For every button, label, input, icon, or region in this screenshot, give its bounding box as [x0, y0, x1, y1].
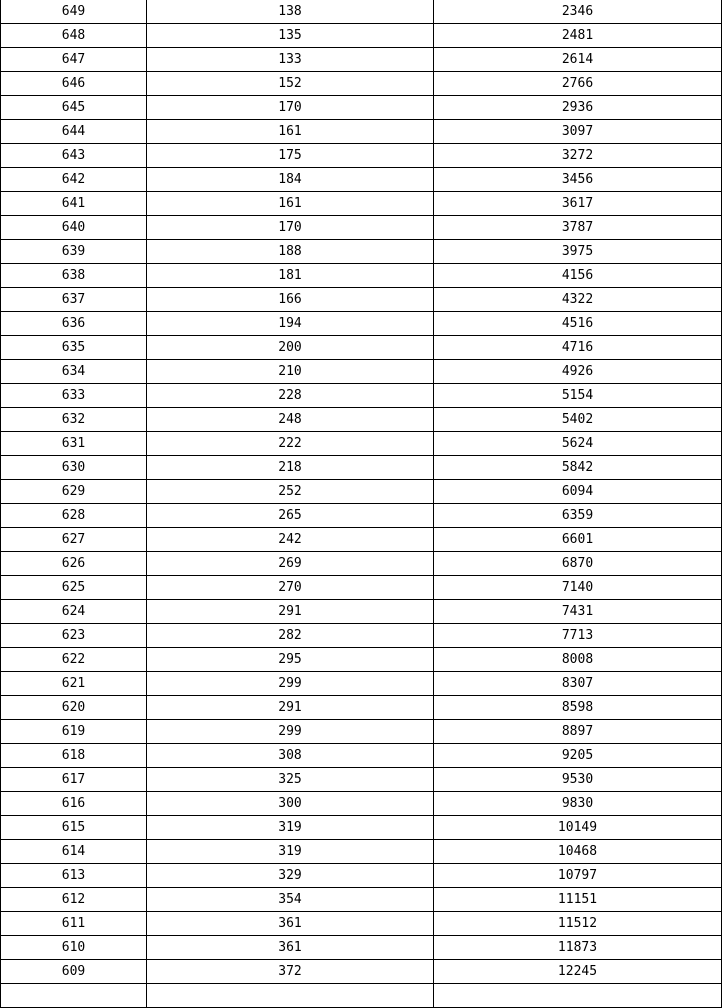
- count-cell: 282: [147, 624, 434, 648]
- cumulative-cell: 3097: [434, 120, 722, 144]
- score-cell: 623: [1, 624, 147, 648]
- table-row: [1, 984, 722, 1008]
- cumulative-cell: 7140: [434, 576, 722, 600]
- cumulative-cell: 6870: [434, 552, 722, 576]
- count-cell: 291: [147, 600, 434, 624]
- score-cell: 629: [1, 480, 147, 504]
- cumulative-cell: 2766: [434, 72, 722, 96]
- score-cell: 645: [1, 96, 147, 120]
- table-row: [1, 840, 722, 864]
- cumulative-cell: 3272: [434, 144, 722, 168]
- cumulative-cell: 3617: [434, 192, 722, 216]
- cumulative-cell: 5624: [434, 432, 722, 456]
- count-cell: 194: [147, 312, 434, 336]
- count-cell: 222: [147, 432, 434, 456]
- count-cell: 361: [147, 936, 434, 960]
- count-cell: 200: [147, 336, 434, 360]
- table-row: [1, 144, 722, 168]
- table-row: [1, 48, 722, 72]
- cumulative-cell: 2481: [434, 24, 722, 48]
- table-row: [1, 912, 722, 936]
- score-cell: 615: [1, 816, 147, 840]
- count-cell: 269: [147, 552, 434, 576]
- count-cell: 325: [147, 768, 434, 792]
- count-cell: 184: [147, 168, 434, 192]
- cumulative-cell: 4322: [434, 288, 722, 312]
- cumulative-cell: 3787: [434, 216, 722, 240]
- count-cell: 308: [147, 744, 434, 768]
- count-cell: 161: [147, 120, 434, 144]
- cumulative-cell: 8598: [434, 696, 722, 720]
- score-cell: 618: [1, 744, 147, 768]
- count-cell: 252: [147, 480, 434, 504]
- count-cell: 319: [147, 840, 434, 864]
- table-row: [1, 0, 722, 24]
- cumulative-cell: 3456: [434, 168, 722, 192]
- score-cell: 643: [1, 144, 147, 168]
- cumulative-cell: 9205: [434, 744, 722, 768]
- table-row: [1, 192, 722, 216]
- cumulative-cell: 5402: [434, 408, 722, 432]
- cumulative-cell: 4716: [434, 336, 722, 360]
- count-cell: 210: [147, 360, 434, 384]
- score-cell: 619: [1, 720, 147, 744]
- table-row: [1, 384, 722, 408]
- score-cell: 621: [1, 672, 147, 696]
- score-cell: 635: [1, 336, 147, 360]
- count-cell: 218: [147, 456, 434, 480]
- count-cell: 170: [147, 96, 434, 120]
- count-cell: 295: [147, 648, 434, 672]
- count-cell: 152: [147, 72, 434, 96]
- table-row: [1, 936, 722, 960]
- cumulative-cell: 12245: [434, 960, 722, 984]
- score-cell: 614: [1, 840, 147, 864]
- score-cell: 626: [1, 552, 147, 576]
- cumulative-cell: 2346: [434, 0, 722, 24]
- cumulative-cell: 8008: [434, 648, 722, 672]
- score-cell: 632: [1, 408, 147, 432]
- score-cell: 644: [1, 120, 147, 144]
- cumulative-cell: 9830: [434, 792, 722, 816]
- table-row: [1, 240, 722, 264]
- count-cell: 175: [147, 144, 434, 168]
- count-cell: 133: [147, 48, 434, 72]
- table-row: [1, 168, 722, 192]
- cumulative-cell: 10149: [434, 816, 722, 840]
- cumulative-cell: 4156: [434, 264, 722, 288]
- count-cell: 248: [147, 408, 434, 432]
- count-cell: 138: [147, 0, 434, 24]
- table-row: [1, 72, 722, 96]
- table-row: [1, 456, 722, 480]
- cumulative-cell: 4516: [434, 312, 722, 336]
- cumulative-cell: 11151: [434, 888, 722, 912]
- cumulative-cell: [434, 984, 722, 1008]
- count-cell: 161: [147, 192, 434, 216]
- table-row: [1, 648, 722, 672]
- score-cell: 617: [1, 768, 147, 792]
- table-row: [1, 480, 722, 504]
- table-row: [1, 888, 722, 912]
- score-cell: 636: [1, 312, 147, 336]
- table-row: [1, 336, 722, 360]
- cumulative-cell: 2936: [434, 96, 722, 120]
- table-body: [1, 0, 722, 1008]
- count-cell: 354: [147, 888, 434, 912]
- score-cell: 641: [1, 192, 147, 216]
- score-cell: 639: [1, 240, 147, 264]
- score-cell: 634: [1, 360, 147, 384]
- count-cell: 181: [147, 264, 434, 288]
- table-row: [1, 672, 722, 696]
- table-row: [1, 744, 722, 768]
- score-cell: 609: [1, 960, 147, 984]
- table-row: [1, 360, 722, 384]
- table-row: [1, 24, 722, 48]
- table-row: [1, 552, 722, 576]
- table-row: [1, 96, 722, 120]
- table-row: [1, 696, 722, 720]
- count-cell: 291: [147, 696, 434, 720]
- count-cell: 265: [147, 504, 434, 528]
- table-row: [1, 600, 722, 624]
- score-cell: 631: [1, 432, 147, 456]
- count-cell: 319: [147, 816, 434, 840]
- score-cell: 625: [1, 576, 147, 600]
- table-row: [1, 120, 722, 144]
- table-row: [1, 624, 722, 648]
- score-cell: 610: [1, 936, 147, 960]
- count-cell: 299: [147, 720, 434, 744]
- count-cell: 270: [147, 576, 434, 600]
- score-cell: 649: [1, 0, 147, 24]
- score-cell: 620: [1, 696, 147, 720]
- count-cell: 300: [147, 792, 434, 816]
- score-cell: 627: [1, 528, 147, 552]
- count-cell: 299: [147, 672, 434, 696]
- score-cell: 628: [1, 504, 147, 528]
- score-cell: 622: [1, 648, 147, 672]
- cumulative-cell: 10468: [434, 840, 722, 864]
- table-row: [1, 576, 722, 600]
- table-row: [1, 288, 722, 312]
- score-cell: 613: [1, 864, 147, 888]
- cumulative-cell: 6359: [434, 504, 722, 528]
- count-cell: 242: [147, 528, 434, 552]
- table-row: [1, 528, 722, 552]
- table-row: [1, 504, 722, 528]
- table-row: [1, 768, 722, 792]
- count-cell: 372: [147, 960, 434, 984]
- count-cell: 170: [147, 216, 434, 240]
- table-row: [1, 264, 722, 288]
- score-cell: [1, 984, 147, 1008]
- cumulative-cell: 7713: [434, 624, 722, 648]
- score-cell: 630: [1, 456, 147, 480]
- score-cell: 640: [1, 216, 147, 240]
- cumulative-cell: 8897: [434, 720, 722, 744]
- count-cell: 166: [147, 288, 434, 312]
- cumulative-cell: 4926: [434, 360, 722, 384]
- cumulative-cell: 9530: [434, 768, 722, 792]
- table-row: [1, 792, 722, 816]
- score-cell: 612: [1, 888, 147, 912]
- score-cell: 637: [1, 288, 147, 312]
- cumulative-cell: 8307: [434, 672, 722, 696]
- score-cell: 624: [1, 600, 147, 624]
- cumulative-cell: 5842: [434, 456, 722, 480]
- table-row: [1, 720, 722, 744]
- count-cell: 228: [147, 384, 434, 408]
- cumulative-cell: 3975: [434, 240, 722, 264]
- count-cell: 188: [147, 240, 434, 264]
- cumulative-cell: 11512: [434, 912, 722, 936]
- score-cell: 642: [1, 168, 147, 192]
- score-cell: 638: [1, 264, 147, 288]
- cumulative-cell: 11873: [434, 936, 722, 960]
- table-row: [1, 432, 722, 456]
- cumulative-cell: 10797: [434, 864, 722, 888]
- score-cell: 647: [1, 48, 147, 72]
- cumulative-cell: 2614: [434, 48, 722, 72]
- score-cell: 633: [1, 384, 147, 408]
- count-cell: 329: [147, 864, 434, 888]
- count-cell: 361: [147, 912, 434, 936]
- table-row: [1, 864, 722, 888]
- table-row: [1, 312, 722, 336]
- score-cell: 646: [1, 72, 147, 96]
- score-cell: 648: [1, 24, 147, 48]
- cumulative-cell: 6094: [434, 480, 722, 504]
- table-row: [1, 408, 722, 432]
- table-row: [1, 960, 722, 984]
- count-cell: [147, 984, 434, 1008]
- cumulative-cell: 6601: [434, 528, 722, 552]
- table-row: [1, 216, 722, 240]
- cumulative-cell: 7431: [434, 600, 722, 624]
- score-cell: 611: [1, 912, 147, 936]
- score-cell: 616: [1, 792, 147, 816]
- cumulative-cell: 5154: [434, 384, 722, 408]
- table-row: [1, 816, 722, 840]
- count-cell: 135: [147, 24, 434, 48]
